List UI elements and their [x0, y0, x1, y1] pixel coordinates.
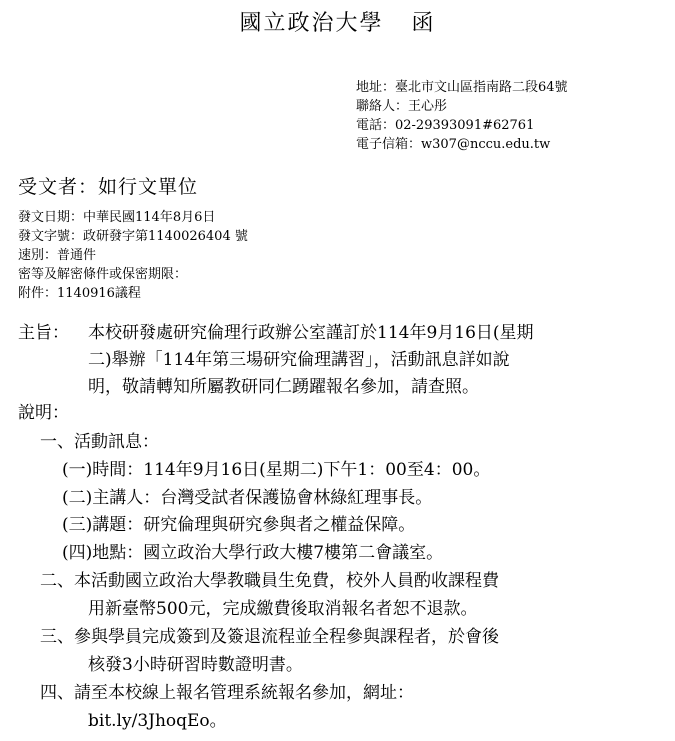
secrecy-level: 密等及解密條件或保密期限：	[18, 267, 188, 282]
subject-line: 二)舉辦「114年第三場研究倫理講習」，活動訊息詳如說	[88, 350, 510, 370]
subject-line: 明，敬請轉知所屬教研同仁踴躍報名參加，請查照。	[88, 377, 479, 397]
delivery-speed: 速別：普通件	[18, 248, 97, 263]
email[interactable]: 電子信箱：w307@nccu.edu.tw	[356, 137, 551, 152]
contact-block	[356, 78, 568, 154]
subject-line: 本校研發處研究倫理行政辦公室謹訂於114年9月16日(星期	[88, 323, 534, 343]
doc-number: 發文字號：政研發字第1140026404 號	[18, 229, 248, 244]
org-name: 國立政治大學	[239, 11, 384, 36]
list-item: (三)講題：研究倫理與研究參與者之權益保障。	[62, 515, 416, 535]
list-item: (二)主講人：台灣受試者保護協會林綠紅理事長。	[62, 488, 433, 508]
attachment[interactable]: 附件：1140916議程	[18, 286, 141, 301]
list-item: 一、活動訊息：	[40, 432, 159, 452]
doc-type: 函	[411, 11, 436, 36]
list-item: 三、參與學員完成簽到及簽退流程並全程參與課程者，於會後	[40, 627, 499, 647]
issue-date: 發文日期：中華民國114年8月6日	[18, 210, 216, 225]
recipient: 受文者：如行文單位	[18, 176, 199, 198]
subject-label: 主旨：	[18, 323, 69, 343]
list-item: 二、本活動國立政治大學教職員生免費，校外人員酌收課程費	[40, 571, 499, 591]
list-item: 四、請至本校線上報名管理系統報名參加，網址：	[40, 683, 414, 703]
registration-url[interactable]: bit.ly/3JhoqEo。	[88, 711, 227, 731]
address: 地址：臺北市文山區指南路二段64號	[356, 80, 568, 95]
meta-block	[18, 208, 248, 303]
explanation-label: 說明：	[18, 403, 69, 423]
list-item: (一)時間：114年9月16日(星期二)下午1：00至4：00。	[62, 460, 491, 480]
contact-person: 聯絡人：王心彤	[356, 99, 448, 114]
list-item-continuation: 用新臺幣500元，完成繳費後取消報名者恕不退款。	[88, 599, 478, 619]
list-item: (四)地點：國立政治大學行政大樓7樓第二會議室。	[62, 543, 444, 563]
phone: 電話：02-29393091#62761	[356, 118, 535, 133]
document-title	[0, 6, 675, 37]
list-item-continuation: 核發3小時研習時數證明書。	[88, 655, 303, 675]
